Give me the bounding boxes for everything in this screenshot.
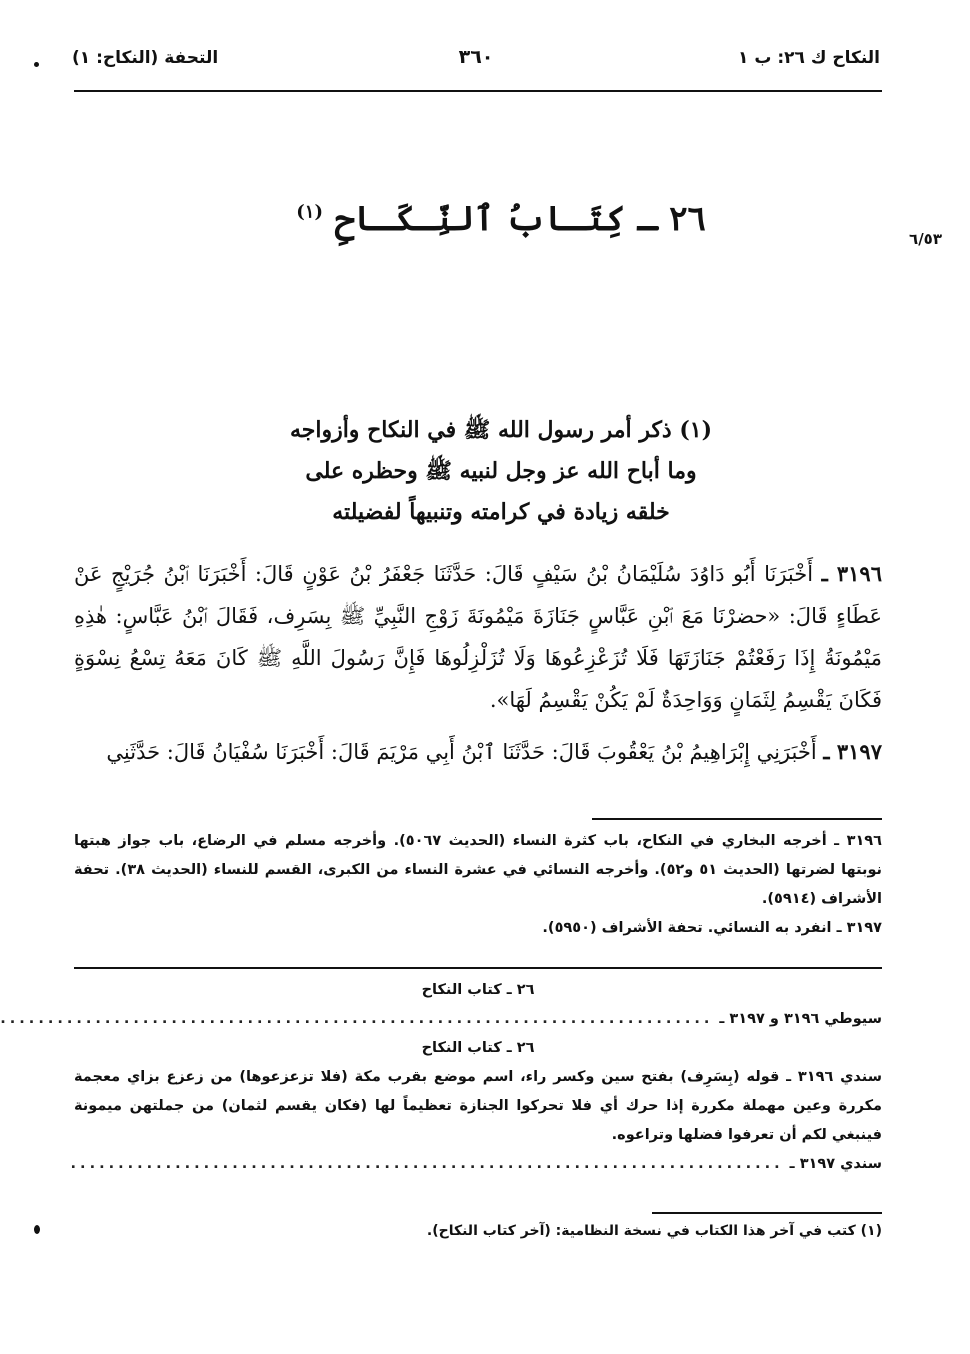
scan-speck <box>34 1225 40 1234</box>
header-divider <box>74 90 882 92</box>
hadith-body: أَخْبَرَنِي إِبْرَاهِيمُ بْنُ يَعْقُوبَ قَالَ: حَدَّثَنَا ٱبْنُ أَبِي مَرْيَمَ قَالَ: أَخْبَرَنَا سُفْيَانُ قَالَ: حَدَّثَنِي <box>106 740 817 764</box>
footnote-divider <box>652 1212 882 1214</box>
hadith-body: أَخْبَرَنَا أَبُو دَاوُدَ سُلَيْمَانُ بْنُ سَيْفٍ قَالَ: حَدَّثَنَا جَعْفَرُ بْنُ عَوْنٍ قَالَ: أَخْبَرَنَا ٱبْنُ جُرَيْجٍ عَنْ عَطَاءٍ قَالَ: «حضرْنَا مَعَ ٱبْنِ عَبَّاسٍ جَنَازَةَ مَيْمُونَةَ زَوْجِ النَّبِيِّ ﷺ بِسَرِف، فَقَالَ ٱبْنُ عَبَّاسٍ: هٰذِهِ مَيْمُونَةُ إِذَا رَفَعْتُمْ جَنَازَتَهَا فَلَا تُزَعْزِعُوهَا وَلَا تُزَلْزِلُوهَا فَإِنَّ رَسُولَ اللَّهِ ﷺ كَانَ مَعَهُ تِسْعُ نِسْوَةٍ فَكَانَ يَقْسِمُ لِثَمَانٍ وَوَاحِدَةٌ لَمْ يَكُنْ يَقْسِمُ لَهَا». <box>74 562 882 712</box>
sindi-note: سندي ٣١٩٦ ـ قوله (بِسَرِف) بفتح سين وكسر راء، اسم موضع بقرب مكة (فلا تزعزعوها) من زعزع بزاي معجمة مكررة وعين مهملة مكررة إذا حرك أي فلا تحركوا الجنازة تعظيماً لها (فكان يقسم لثمان) من جملتهن ميمونة فينبغي لكم أن تعرفوا فضلها وتراعوه. <box>74 1069 882 1143</box>
dot-leader: ........................................................................... <box>70 1156 784 1172</box>
takhrij-note: ٣١٩٦ ـ أخرجه البخاري في النكاح، باب كثرة النساء (الحديث ٥٠٦٧). وأخرجه مسلم في الرضاع، باب جواز هبتها نوبتها لضرتها (الحديث ٥١ و٥٢). وأخرجه النسائي في عشرة النساء من الكبرى، القسم للنساء (الحديث ٣٨). تحفة الأشراف (٥٩١٤). <box>74 833 882 907</box>
section-heading <box>162 410 840 533</box>
takhrij-divider <box>592 818 882 820</box>
takhrij-note: ٣١٩٧ ـ انفرد به النسائي. تحفة الأشراف (٥٩٥٠). <box>542 920 882 936</box>
book-title-footnote-marker: (١) <box>296 201 323 223</box>
hadith-number: ٣١٩٧ ـ <box>823 739 882 764</box>
header-tuhfa-ref: التحفة (النكاح: ١) <box>72 48 219 68</box>
hadith-text <box>74 553 882 783</box>
footnote: (١) كتب في آخر هذا الكتاب في نسخة النظامية: (آخر كتاب النكاح). <box>426 1223 882 1239</box>
section-heading-line: وما أباح الله عز وجل لنبيه ﷺ وحظره على <box>305 458 697 484</box>
header-chapter-ref: النكاح ك ٢٦: ب ١ <box>738 48 880 68</box>
suyuti-label: سيوطي ٣١٩٦ و ٣١٩٧ ـ <box>719 1011 882 1027</box>
book-title <box>32 198 970 239</box>
sindi-3197-line <box>70 1150 882 1179</box>
takhrij-notes <box>74 827 882 943</box>
book-title-text: ٢٦ ـ كِتَـابُ ٱلنِّـكَـاحِ <box>334 199 706 239</box>
scan-speck <box>34 62 39 67</box>
running-header <box>72 40 880 80</box>
dot-leader: ........................................................................... <box>0 1011 714 1027</box>
commentary-heading: ٢٦ ـ كتاب النكاح <box>421 1040 535 1056</box>
section-heading-line: خلقه زيادة في كرامته وتنبيهاً لفضيلته <box>332 499 670 525</box>
hadith-3197 <box>74 731 882 773</box>
commentary-divider <box>74 967 882 969</box>
hadith-3196 <box>74 553 882 721</box>
commentary-heading: ٢٦ ـ كتاب النكاح <box>421 982 535 998</box>
margin-reference: ٦/٥٣ <box>909 230 942 248</box>
page-number: ٣٦٠ <box>458 46 494 68</box>
section-heading-line: (١) ذكر أمر رسول الله ﷺ في النكاح وأزواجه <box>289 417 713 443</box>
hadith-number: ٣١٩٦ ـ <box>821 561 882 586</box>
sindi-label: سندي ٣١٩٧ ـ <box>789 1156 882 1172</box>
commentary-section <box>0 976 882 1179</box>
suyuti-line <box>0 1005 882 1034</box>
